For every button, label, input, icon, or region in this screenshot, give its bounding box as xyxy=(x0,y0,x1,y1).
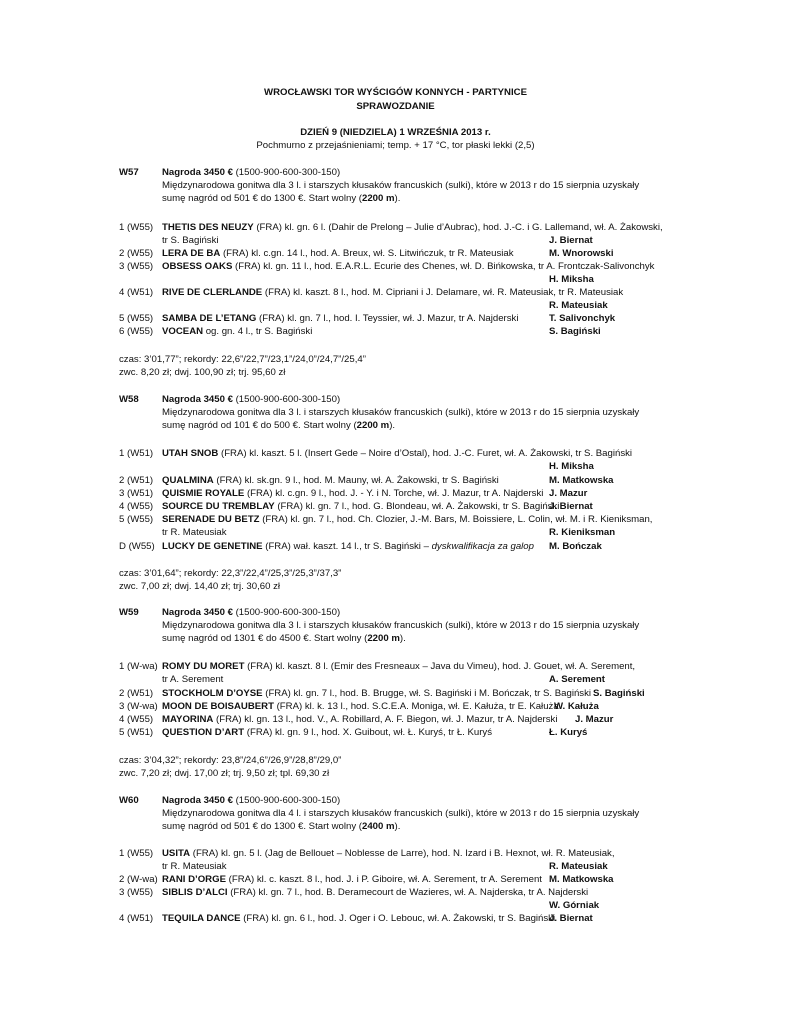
jockey-name: R. Mateusiak xyxy=(549,300,608,311)
jockey-name: Ł. Kuryś xyxy=(549,727,588,738)
horse-details: (FRA) kl. kaszt. 5 l. (Insert Gede – Noire d’Ostal), hod. J.-C. Furet, wł. A. Żakowski, tr S. Bagiński xyxy=(218,448,633,459)
finish-position: 3 (W55) xyxy=(119,887,154,898)
horse-name: SAMBA DE L’ETANG xyxy=(162,313,257,324)
prize-split: (1500-900-600-300-150) xyxy=(232,607,341,618)
weather-line: Pochmurno z przejaśnieniami; temp. + 17 °C, tor płaski lekki (2,5) xyxy=(256,140,535,151)
horse-details: (FRA) kl. gn. 9 l., hod. X. Guibout, wł. Ł. Kuryś, tr Ł. Kuryś xyxy=(244,727,493,738)
jockey-name: M. Matkowska xyxy=(549,874,614,885)
race-payouts: zwc. 7,20 zł; dwj. 17,00 zł; trj. 9,50 zł; tpl. 69,30 zł xyxy=(119,768,330,779)
horse-details: (FRA) kl. sk.gn. 9 l., hod. M. Mauny, wł. A. Żakowski, tr S. Bagiński xyxy=(213,475,499,486)
finish-position: 2 (W51) xyxy=(119,475,154,486)
race-payouts: zwc. 8,20 zł; dwj. 100,90 zł; trj. 95,60 zł xyxy=(119,367,286,378)
race-time-records: czas: 3’01,64”; rekordy: 22,3”/22,4”/25,3”/25,3”/37,3” xyxy=(119,568,342,579)
finish-position: 4 (W55) xyxy=(119,501,154,512)
finish-position: D (W55) xyxy=(119,541,155,552)
finish-position: 3 (W-wa) xyxy=(119,701,158,712)
horse-details: (FRA) kl. k. 13 l., hod. S.C.E.A. Moniga, wł. E. Kałuża, tr E. Kałuża xyxy=(273,701,559,712)
race-description xyxy=(162,393,682,432)
race-conditions: Międzynarodowa gonitwa dla 3 l. i starszych kłusaków francuskich (sulki), które w 2013 r do 15 sierpnia uzyskały xyxy=(162,407,640,418)
horse-name: TEQUILA DANCE xyxy=(162,913,241,924)
jockey-name: W. Górniak xyxy=(549,900,600,911)
jockey-name: J. Mazur xyxy=(549,488,588,499)
race-time-records: czas: 3’04,32”; rekordy: 23,8”/24,6”/26,9”/28,8”/29,0” xyxy=(119,755,342,766)
prize-split: (1500-900-600-300-150) xyxy=(232,795,341,806)
jockey-name: H. Miksha xyxy=(549,461,594,472)
horse-name: VOCEAN xyxy=(162,326,204,337)
race-code: W60 xyxy=(119,795,139,806)
horse-details-cont: tr S. Bagiński xyxy=(162,235,219,246)
jockey-name: R. Mateusiak xyxy=(549,861,608,872)
horse-details: (FRA) kl. gn. 11 l., hod. E.A.R.L. Ecurie des Chenes, wł. D. Bińkowska, tr A. Frontczak-Salivonchyk xyxy=(232,261,655,272)
race-payouts: zwc. 7,00 zł; dwj. 14,40 zł; trj. 30,60 zł xyxy=(119,581,281,592)
jockey-name: T. Salivonchyk xyxy=(549,313,616,324)
finish-position: 1 (W51) xyxy=(119,448,154,459)
jockey-name: S. Bagiński xyxy=(549,326,601,337)
race-conditions-end: ). xyxy=(399,633,406,644)
horse-details: (FRA) kl. gn. 7 l., hod. B. Brugge, wł. S. Bagiński i M. Bończak, tr S. Bagiński xyxy=(262,688,592,699)
race-description xyxy=(162,606,682,645)
race-distance: 2200 m xyxy=(362,193,395,204)
disqualification-note: dyskwalifikacja za galop xyxy=(431,541,534,552)
race-distance: 2400 m xyxy=(362,821,395,832)
jockey-name: R. Kieniksman xyxy=(549,527,616,538)
prize-split: (1500-900-600-300-150) xyxy=(232,394,341,405)
prize-label: Nagroda 3450 € xyxy=(162,394,233,405)
race-description xyxy=(162,166,682,205)
horse-details: (FRA) kl. gn. 7 l., hod. Ch. Clozier, J.-M. Bars, M. Boissiere, L. Colin, wł. M. i R. Kieniksman, xyxy=(259,514,653,525)
race-conditions-end: ). xyxy=(394,821,401,832)
horse-name: STOCKHOLM D’OYSE xyxy=(162,688,263,699)
race-time-records: czas: 3’01,77”; rekordy: 22,6”/22,7”/23,1”/24,0”/24,7”/25,4” xyxy=(119,354,366,365)
prize-label: Nagroda 3450 € xyxy=(162,167,233,178)
finish-position: 1 (W-wa) xyxy=(119,661,158,672)
race-conditions-end: ). xyxy=(394,193,401,204)
prize-label: Nagroda 3450 € xyxy=(162,795,233,806)
jockey-name: J. Mazur xyxy=(575,714,614,725)
race-distance: 2200 m xyxy=(367,633,400,644)
document-title: WROCŁAWSKI TOR WYŚCIGÓW KONNYCH - PARTYNICE xyxy=(264,87,527,98)
finish-position: 3 (W55) xyxy=(119,261,154,272)
day-heading: DZIEŃ 9 (NIEDZIELA) 1 WRZEŚNIA 2013 r. xyxy=(300,127,491,138)
horse-name: MOON DE BOISAUBERT xyxy=(162,701,274,712)
horse-details: og. gn. 4 l., tr S. Bagiński xyxy=(203,326,313,337)
jockey-name: M. Matkowska xyxy=(549,475,614,486)
horse-details: (FRA) kl. gn. 7 l., hod. G. Blondeau, wł. A. Żakowski, tr S. Bagiński xyxy=(274,501,560,512)
finish-position: 5 (W55) xyxy=(119,514,154,525)
horse-name: RIVE DE CLERLANDE xyxy=(162,287,263,298)
jockey-name: W. Kałuża xyxy=(554,701,599,712)
horse-details: (FRA) kl. gn. 13 l., hod. V., A. Robillard, A. F. Biegon, wł. J. Mazur, tr A. Najderski xyxy=(213,714,558,725)
finish-position: 4 (W55) xyxy=(119,714,154,725)
horse-name: LERA DE BA xyxy=(162,248,221,259)
horse-details: (FRA) kl. c.gn. 9 l., hod. J. - Y. i N. Torche, wł. J. Mazur, tr A. Najderski xyxy=(244,488,544,499)
finish-position: 4 (W51) xyxy=(119,913,154,924)
horse-details: (FRA) kl. gn. 7 l., hod. B. Deramecourt de Wazieres, wł. A. Najderska, tr A. Najderski xyxy=(227,887,589,898)
horse-name: QUISMIE ROYALE xyxy=(162,488,245,499)
horse-details: (FRA) kl. c.gn. 14 l., hod. A. Breux, wł. S. Litwińczuk, tr R. Mateusiak xyxy=(220,248,514,259)
horse-details: (FRA) kl. gn. 7 l., hod. I. Teyssier, wł. J. Mazur, tr A. Najderski xyxy=(256,313,519,324)
horse-details-cont: tr R. Mateusiak xyxy=(162,527,227,538)
horse-details: (FRA) kl. gn. 6 l., hod. J. Oger i O. Lebouc, wł. A. Żakowski, tr S. Bagiński xyxy=(240,913,556,924)
jockey-name: A. Serement xyxy=(549,674,605,685)
horse-name: LUCKY DE GENETINE xyxy=(162,541,263,552)
horse-name: SIBLIS D’ALCI xyxy=(162,887,228,898)
race-conditions: Międzynarodowa gonitwa dla 3 l. i starszych kłusaków francuskich (sulki), które w 2013 r do 15 sierpnia uzyskały xyxy=(162,180,640,191)
finish-position: 1 (W55) xyxy=(119,222,154,233)
horse-details: (FRA) kl. gn. 6 l. (Dahir de Prelong – Julie d’Aubrac), hod. J.-C. i G. Lallemand, wł. A. Żakowski, xyxy=(253,222,663,233)
race-distance: 2200 m xyxy=(356,420,390,431)
horse-name: QUESTION D’ART xyxy=(162,727,245,738)
finish-position: 1 (W55) xyxy=(119,848,154,859)
horse-name: SERENADE DU BETZ xyxy=(162,514,260,525)
jockey-name: J. Biernat xyxy=(549,913,593,924)
finish-position: 5 (W51) xyxy=(119,727,154,738)
horse-details: (FRA) kl. kaszt. 8 l. (Emir des Fresneaux – Java du Vimeu), hod. J. Gouet, wł. A. Serement, xyxy=(244,661,636,672)
finish-position: 3 (W51) xyxy=(119,488,154,499)
horse-name: UTAH SNOB xyxy=(162,448,219,459)
race-conditions-end: ). xyxy=(389,420,396,431)
finish-position: 5 (W55) xyxy=(119,313,154,324)
horse-details: (FRA) wał. kaszt. 14 l., tr S. Bagiński – xyxy=(262,541,432,552)
horse-details: (FRA) kl. kaszt. 8 l., hod. M. Cipriani i J. Delamare, wł. R. Mateusiak, tr R. Mateusiak xyxy=(262,287,624,298)
race-code: W57 xyxy=(119,167,139,178)
race-code: W58 xyxy=(119,394,139,405)
finish-position: 4 (W51) xyxy=(119,287,154,298)
horse-name: QUALMINA xyxy=(162,475,214,486)
jockey-name: H. Miksha xyxy=(549,274,594,285)
horse-name: USITA xyxy=(162,848,191,859)
jockey-name: M. Wnorowski xyxy=(549,248,614,259)
race-conditions-2: sumę nagród od 501 € do 1300 €. Start wolny ( xyxy=(162,821,362,832)
finish-position: 2 (W-wa) xyxy=(119,874,158,885)
finish-position: 2 (W51) xyxy=(119,688,154,699)
horse-name: RANI D’ORGE xyxy=(162,874,226,885)
horse-name: MAYORINA xyxy=(162,714,214,725)
jockey-name: M. Bończak xyxy=(549,541,602,552)
race-conditions: Międzynarodowa gonitwa dla 4 l. i starszych kłusaków francuskich (sulki), które w 2013 r do 15 sierpnia uzyskały xyxy=(162,808,640,819)
horse-name: THETIS DES NEUZY xyxy=(162,222,254,233)
race-code: W59 xyxy=(119,607,139,618)
horse-details: (FRA) kl. c. kaszt. 8 l., hod. J. i P. Giboire, wł. A. Serement, tr A. Serement xyxy=(225,874,542,885)
horse-name: OBSESS OAKS xyxy=(162,261,233,272)
race-conditions-2: sumę nagród od 1301 € do 4500 €. Start wolny ( xyxy=(162,633,368,644)
horse-details-cont: tr A. Serement xyxy=(162,674,224,685)
jockey-name: J. Biernat xyxy=(549,235,593,246)
document-subtitle: SPRAWOZDANIE xyxy=(356,101,435,112)
horse-details-cont: tr R. Mateusiak xyxy=(162,861,227,872)
race-description xyxy=(162,794,682,833)
race-conditions-2: sumę nagród od 101 € do 500 €. Start wolny ( xyxy=(162,420,357,431)
finish-position: 6 (W55) xyxy=(119,326,154,337)
horse-details: (FRA) kl. gn. 5 l. (Jag de Bellouet – Noblesse de Larre), hod. N. Izard i B. Hexnot, wł. R. Mateusiak, xyxy=(190,848,615,859)
finish-position: 2 (W55) xyxy=(119,248,154,259)
race-conditions-2: sumę nagród od 501 € do 1300 €. Start wolny ( xyxy=(162,193,362,204)
race-conditions: Międzynarodowa gonitwa dla 3 l. i starszych kłusaków francuskich (sulki), które w 2013 r do 15 sierpnia uzyskały xyxy=(162,620,640,631)
jockey-name: S. Bagiński xyxy=(593,688,645,699)
prize-label: Nagroda 3450 € xyxy=(162,607,233,618)
horse-name: ROMY DU MORET xyxy=(162,661,245,672)
jockey-name: J. Biernat xyxy=(549,501,593,512)
horse-name: SOURCE DU TREMBLAY xyxy=(162,501,275,512)
prize-split: (1500-900-600-300-150) xyxy=(232,167,341,178)
